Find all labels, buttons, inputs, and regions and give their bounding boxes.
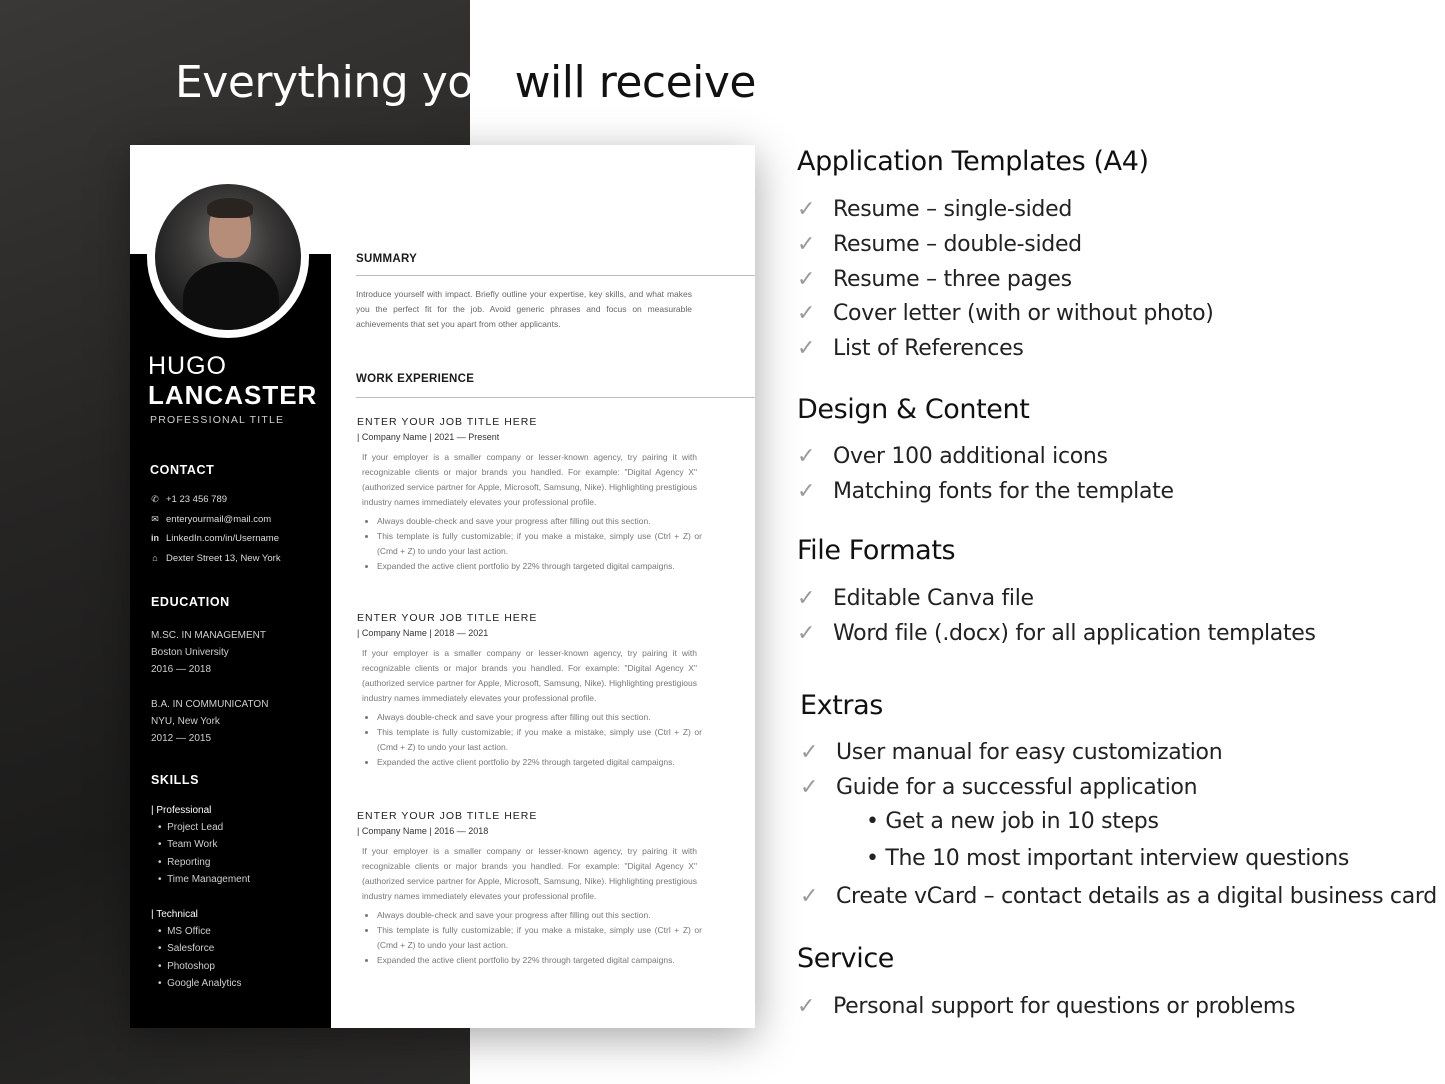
section-heading-service: Service (797, 943, 894, 974)
headline-part-dark: will receive (514, 57, 756, 108)
sidebar-content (130, 145, 331, 1028)
feature-item: ✓ Over 100 additional icons (797, 444, 1108, 469)
contact-linkedin: in LinkedIn.com/in/Username (148, 533, 279, 544)
feature-subitem: • Get a new job in 10 steps (866, 809, 1159, 834)
feature-item: ✓ Word file (.docx) for all application templates (797, 621, 1316, 646)
job-entry (357, 612, 702, 770)
first-name: HUGO (148, 352, 227, 380)
job-company: | Company Name | 2016 — 2018 (357, 826, 489, 836)
feature-item: ✓ Guide for a successful application (800, 775, 1198, 800)
professional-title: PROFESSIONAL TITLE (150, 414, 285, 426)
job-title: ENTER YOUR JOB TITLE HERE (357, 416, 538, 428)
skills-heading: SKILLS (151, 773, 200, 787)
education-degree: B.A. IN COMMUNICATON (151, 699, 269, 710)
feature-item: ✓ Create vCard – contact details as a digital business card (800, 884, 1437, 909)
skill-item: • Time Management (158, 874, 251, 885)
check-icon: ✓ (797, 232, 816, 257)
education-degree: M.SC. IN MANAGEMENT (151, 630, 267, 641)
feature-item: ✓ Personal support for questions or problems (797, 994, 1296, 1019)
job-bullet: • This template is fully customizable; if you make a mistake, simply use (Ctrl + Z) or (Cmd + Z) to undo your last action. (377, 529, 702, 559)
work-rule (356, 397, 755, 398)
check-icon: ✓ (797, 994, 816, 1019)
job-description: If your employer is a smaller company or lesser-known agency, try pairing it with recognizable clients or major brands you handled. For example: "Digital Agency X" (authorized service partner for Apple, Microsoft, Samsung, Nike). Highlighting prestigious industry names immediately elevates your professional profile. (362, 846, 697, 901)
skill-item: • MS Office (158, 926, 211, 937)
skill-item: • Salesforce (158, 943, 215, 954)
job-description: If your employer is a smaller company or lesser-known agency, try pairing it with recognizable clients or major brands you handled. For example: "Digital Agency X" (authorized service partner for Apple, Microsoft, Samsung, Nike). Highlighting prestigious industry names immediately elevates your professional profile. (362, 648, 697, 703)
education-school: NYU, New York (151, 716, 220, 727)
check-icon: ✓ (797, 301, 816, 326)
check-icon: ✓ (797, 197, 816, 222)
job-bullet: • Expanded the active client portfolio by 22% through targeted digital campaigns. (377, 755, 702, 770)
check-icon: ✓ (797, 444, 816, 469)
job-title: ENTER YOUR JOB TITLE HERE (357, 810, 538, 822)
summary-heading: SUMMARY (356, 253, 418, 265)
feature-item: ✓ Resume – three pages (797, 267, 1072, 292)
feature-item: ✓ User manual for easy customization (800, 740, 1223, 765)
job-bullet: • Expanded the active client portfolio by 22% through targeted digital campaigns. (377, 559, 702, 574)
education-heading: EDUCATION (151, 595, 230, 609)
skill-item: • Photoshop (158, 961, 215, 972)
check-icon: ✓ (797, 621, 816, 646)
education-years: 2012 — 2015 (151, 733, 212, 744)
feature-item: ✓ Cover letter (with or without photo) (797, 301, 1214, 326)
page-headline (175, 58, 756, 108)
resume-preview (130, 145, 755, 1028)
feature-item: ✓ Matching fonts for the template (797, 479, 1174, 504)
check-icon: ✓ (797, 336, 816, 361)
feature-item: ✓ Editable Canva file (797, 586, 1034, 611)
job-bullet: • Always double-check and save your progress after filling out this section. (377, 908, 702, 923)
summary-rule (356, 275, 755, 276)
job-title: ENTER YOUR JOB TITLE HERE (357, 612, 538, 624)
feature-item: ✓ Resume – double-sided (797, 232, 1082, 257)
check-icon: ✓ (800, 740, 819, 765)
feature-item: ✓ Resume – single-sided (797, 197, 1072, 222)
check-icon: ✓ (800, 775, 819, 800)
check-icon: ✓ (797, 479, 816, 504)
section-heading-formats: File Formats (797, 535, 956, 566)
contact-phone: ✆ +1 23 456 789 (148, 494, 227, 505)
section-heading-extras: Extras (800, 690, 883, 721)
job-bullets (357, 514, 702, 574)
home-icon: ⌂ (152, 553, 158, 563)
check-icon: ✓ (797, 586, 816, 611)
mail-icon: ✉ (151, 514, 159, 524)
education-entry (151, 627, 266, 678)
contact-address: ⌂ Dexter Street 13, New York (148, 553, 281, 564)
job-bullet: • Expanded the active client portfolio by 22% through targeted digital campaigns. (377, 953, 702, 968)
section-heading-templates: Application Templates (A4) (797, 146, 1149, 177)
last-name: LANCASTER (148, 380, 318, 410)
job-bullet: • This template is fully customizable; if you make a mistake, simply use (Ctrl + Z) or (Cmd + Z) to undo your last action. (377, 923, 702, 953)
skill-item: • Reporting (158, 857, 211, 868)
check-icon: ✓ (797, 267, 816, 292)
skill-item: • Google Analytics (158, 978, 242, 989)
job-bullet: • Always double-check and save your progress after filling out this section. (377, 710, 702, 725)
summary-text: Introduce yourself with impact. Briefly outline your expertise, key skills, and what makes you the perfect fit for the job. Avoid generic phrases and focus on measurable achievements that set you apart from other applicants. (356, 289, 692, 329)
linkedin-icon: in (151, 533, 159, 543)
education-entry (151, 696, 268, 747)
job-bullets (357, 908, 702, 968)
feature-subitem: • The 10 most important interview questions (866, 846, 1350, 871)
job-description: If your employer is a smaller company or lesser-known agency, try pairing it with recognizable clients or major brands you handled. For example: "Digital Agency X" (authorized service partner for Apple, Microsoft, Samsung, Nike). Highlighting prestigious industry names immediately elevates your professional profile. (362, 452, 697, 507)
skills-professional-label: | Professional (151, 805, 212, 816)
job-company: | Company Name | 2021 — Present (357, 432, 500, 442)
contact-heading: CONTACT (150, 463, 215, 477)
job-entry (357, 810, 702, 968)
section-heading-design: Design & Content (797, 394, 1030, 425)
work-experience-heading: WORK EXPERIENCE (356, 373, 475, 385)
phone-icon: ✆ (151, 494, 159, 504)
education-years: 2016 — 2018 (151, 664, 212, 675)
job-bullet: • Always double-check and save your progress after filling out this section. (377, 514, 702, 529)
feature-item: ✓ List of References (797, 336, 1024, 361)
headline-part-light: Everything you (175, 57, 502, 108)
education-school: Boston University (151, 647, 229, 658)
job-bullet: • This template is fully customizable; if you make a mistake, simply use (Ctrl + Z) or (Cmd + Z) to undo your last action. (377, 725, 702, 755)
job-entry (357, 416, 702, 574)
skills-technical-label: | Technical (151, 909, 198, 920)
job-bullets (357, 710, 702, 770)
skill-item: • Project Lead (158, 822, 224, 833)
skill-item: • Team Work (158, 839, 218, 850)
contact-email: ✉ enteryourmail@mail.com (148, 514, 271, 525)
check-icon: ✓ (800, 884, 819, 909)
job-company: | Company Name | 2018 — 2021 (357, 628, 489, 638)
